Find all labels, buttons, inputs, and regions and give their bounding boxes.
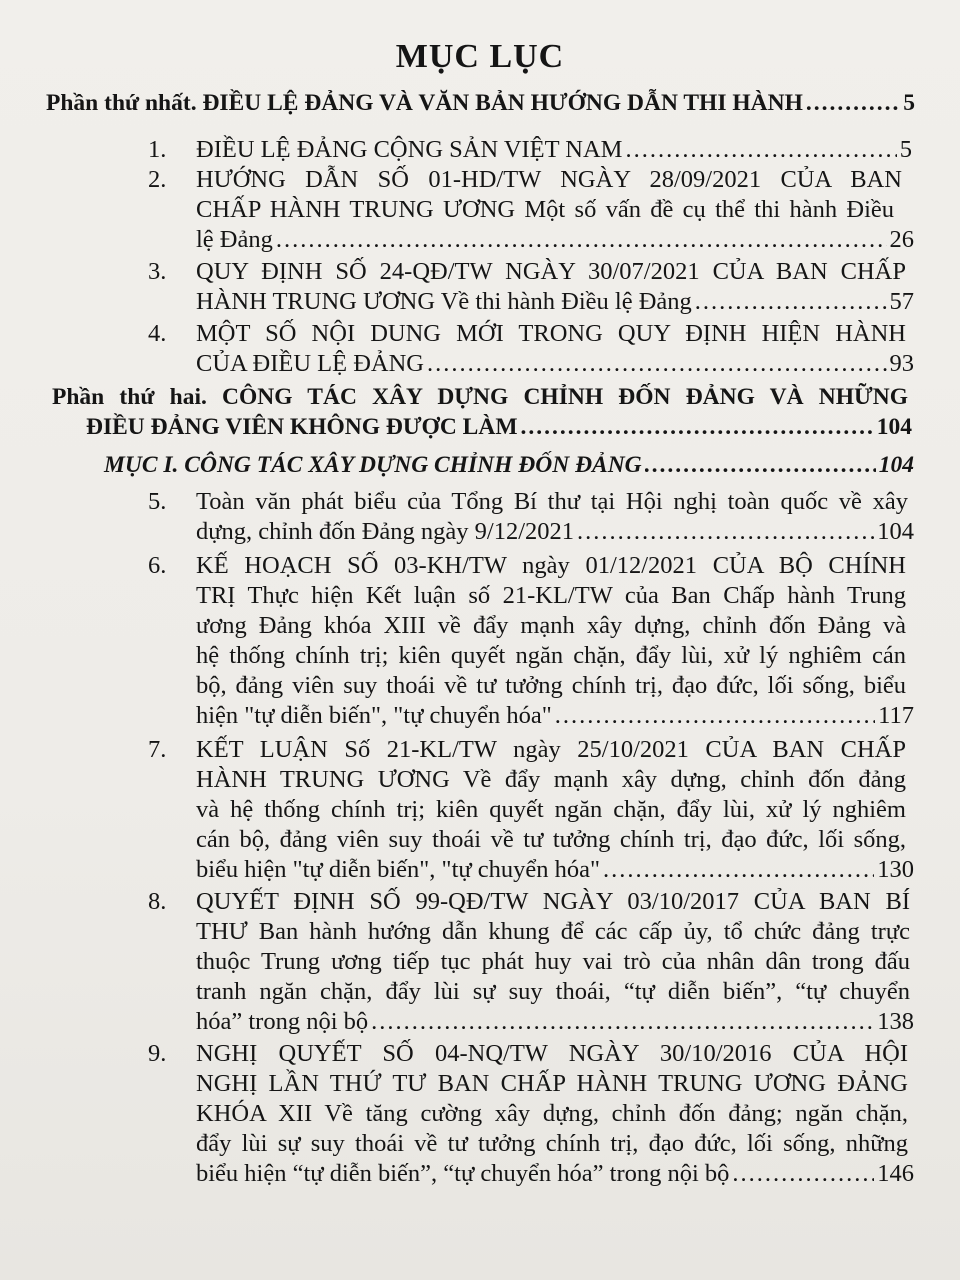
entry-text: lệ Đảng (196, 226, 273, 253)
dot-leader (645, 452, 876, 479)
dot-leader (577, 518, 874, 546)
entry-text: biểu hiện "tự diễn biến", "tự chuyển hóa" (196, 856, 601, 883)
entry-number: 7. (148, 736, 167, 763)
page-number: 146 (877, 1160, 914, 1187)
page-number: 138 (877, 1008, 914, 1035)
entry-number: 4. (148, 320, 167, 347)
entry-number: 8. (148, 888, 167, 915)
entry-text-line: HƯỚNG DẪN SỐ 01-HD/TW NGÀY 28/09/2021 CỦA BAN (196, 166, 902, 193)
toc-entry-3-last-line (196, 288, 914, 316)
entry-number: 3. (148, 258, 167, 285)
page-number: 26 (889, 226, 914, 253)
toc-entry-2-last-line (196, 226, 914, 254)
entry-text-line: KẾT LUẬN Số 21-KL/TW ngày 25/10/2021 CỦA BAN CHẤP (196, 736, 906, 763)
entry-text-line: KẾ HOẠCH SỐ 03-KH/TW ngày 01/12/2021 CỦA BỘ CHÍNH (196, 552, 906, 579)
part-heading-2-line-1: Phần thứ hai. CÔNG TÁC XÂY DỰNG CHỈNH ĐỐN ĐẢNG VÀ NHỮNG (52, 384, 908, 410)
entry-text-line: tranh ngăn chặn, đẩy lùi sự suy thoái, “tự diễn biến”, “tự chuyển (196, 978, 910, 1005)
entry-number: 1. (148, 136, 167, 163)
page-number: 5 (903, 90, 915, 116)
page-number: 57 (889, 288, 914, 315)
entry-number: 9. (148, 1040, 167, 1067)
toc-entry-8-last-line (196, 1008, 914, 1036)
toc-entry-9-last-line (196, 1160, 914, 1188)
entry-text-line: cán bộ, đảng viên suy thoái về tư tưởng chính trị, đạo đức, lối sống, (196, 826, 906, 853)
entry-text-line: QUY ĐỊNH SỐ 24-QĐ/TW NGÀY 30/07/2021 CỦA BAN CHẤP (196, 258, 906, 285)
page-number: 104 (876, 414, 912, 440)
entry-text: hóa” trong nội bộ (196, 1008, 369, 1035)
page-number: 104 (878, 452, 914, 478)
section-heading-muc-1 (104, 452, 914, 479)
page-number: 130 (877, 856, 914, 883)
entry-text-line: và hệ thống chính trị; kiên quyết ngăn chặn, đẩy lùi, xử lý nghiêm (196, 796, 906, 823)
entry-text-line: đẩy lùi sự suy thoái về tư tưởng chính trị, đạo đức, lối sống, những (196, 1130, 908, 1157)
toc-entry-4-last-line (196, 350, 914, 378)
entry-number: 2. (148, 166, 167, 193)
page-number: 5 (899, 136, 912, 163)
part-heading-2-line-2 (86, 414, 912, 441)
part-heading-1 (46, 90, 915, 117)
entry-text: CỦA ĐIỀU LỆ ĐẢNG (196, 350, 424, 377)
page-number: 104 (877, 518, 914, 545)
part-heading-text: Phần thứ nhất. ĐIỀU LỆ ĐẢNG VÀ VĂN BẢN HƯỚNG DẪN THI HÀNH (46, 90, 803, 116)
entry-number: 5. (148, 488, 167, 515)
part-heading-text: ĐIỀU ĐẢNG VIÊN KHÔNG ĐƯỢC LÀM (86, 414, 518, 440)
page-title: MỤC LỤC (395, 38, 565, 75)
page-number: 117 (878, 702, 914, 729)
entry-text-line: MỘT SỐ NỘI DUNG MỚI TRONG QUY ĐỊNH HIỆN HÀNH (196, 320, 906, 347)
dot-leader (695, 288, 887, 316)
entry-text-line: hệ thống chính trị; kiên quyết ngăn chặn, đẩy lùi, xử lý nghiêm cán (196, 642, 906, 669)
entry-text: HÀNH TRUNG ƯƠNG Về thi hành Điều lệ Đảng (196, 288, 692, 315)
section-heading-text: MỤC I. CÔNG TÁC XÂY DỰNG CHỈNH ĐỐN ĐẢNG (104, 452, 642, 478)
entry-text-line: CHẤP HÀNH TRUNG ƯƠNG Một số vấn đề cụ thể thi hành Điều (196, 196, 894, 223)
dot-leader (625, 136, 896, 164)
entry-text-line: NGHỊ LẦN THỨ TƯ BAN CHẤP HÀNH TRUNG ƯƠNG ĐẢNG (196, 1070, 908, 1097)
entry-text-line: ương Đảng khóa XIII về đẩy mạnh xây dựng, chỉnh đốn Đảng và (196, 612, 906, 639)
entry-text: ĐIỀU LỆ ĐẢNG CỘNG SẢN VIỆT NAM (196, 136, 623, 163)
dot-leader (427, 350, 887, 378)
page-number: 93 (889, 350, 914, 377)
entry-text: biểu hiện “tự diễn biến”, “tự chuyển hóa” trong nội bộ (196, 1160, 730, 1187)
dot-leader (732, 1160, 874, 1188)
entry-text-line: KHÓA XII Về tăng cường xây dựng, chỉnh đốn đảng; ngăn chặn, (196, 1100, 908, 1127)
dot-leader (603, 856, 874, 884)
entry-text-line: bộ, đảng viên suy thoái về tư tưởng chính trị, đạo đức, lối sống, biểu (196, 672, 906, 699)
entry-text-line: HÀNH TRUNG ƯƠNG Về đẩy mạnh xây dựng, chỉnh đốn đảng (196, 766, 906, 793)
dot-leader (555, 702, 875, 730)
entry-text: dựng, chỉnh đốn Đảng ngày 9/12/2021 (196, 518, 575, 545)
toc-entry-5-last-line (196, 518, 914, 546)
entry-text-line: thuộc Trung ương tiếp tục phát huy vai trò của nhân dân trong đấu (196, 948, 910, 975)
dot-leader (521, 414, 874, 441)
toc-entry-1 (196, 136, 912, 164)
entry-number: 6. (148, 552, 167, 579)
dot-leader (806, 90, 900, 117)
entry-text: hiện "tự diễn biến", "tự chuyển hóa" (196, 702, 552, 729)
entry-text-line: Toàn văn phát biểu của Tổng Bí thư tại Hội nghị toàn quốc về xây (196, 488, 908, 515)
entry-text-line: THƯ Ban hành hướng dẫn khung để các cấp ủy, tổ chức đảng trực (196, 918, 910, 945)
toc-entry-7-last-line (196, 856, 914, 884)
dot-leader (371, 1008, 874, 1036)
toc-entry-6-last-line (196, 702, 914, 730)
entry-text-line: TRỊ Thực hiện Kết luận số 21-KL/TW của Ban Chấp hành Trung (196, 582, 906, 609)
dot-leader (276, 226, 887, 254)
entry-text-line: NGHỊ QUYẾT SỐ 04-NQ/TW NGÀY 30/10/2016 CỦA HỘI (196, 1040, 908, 1067)
entry-text-line: QUYẾT ĐỊNH SỐ 99-QĐ/TW NGÀY 03/10/2017 CỦA BAN BÍ (196, 888, 910, 915)
